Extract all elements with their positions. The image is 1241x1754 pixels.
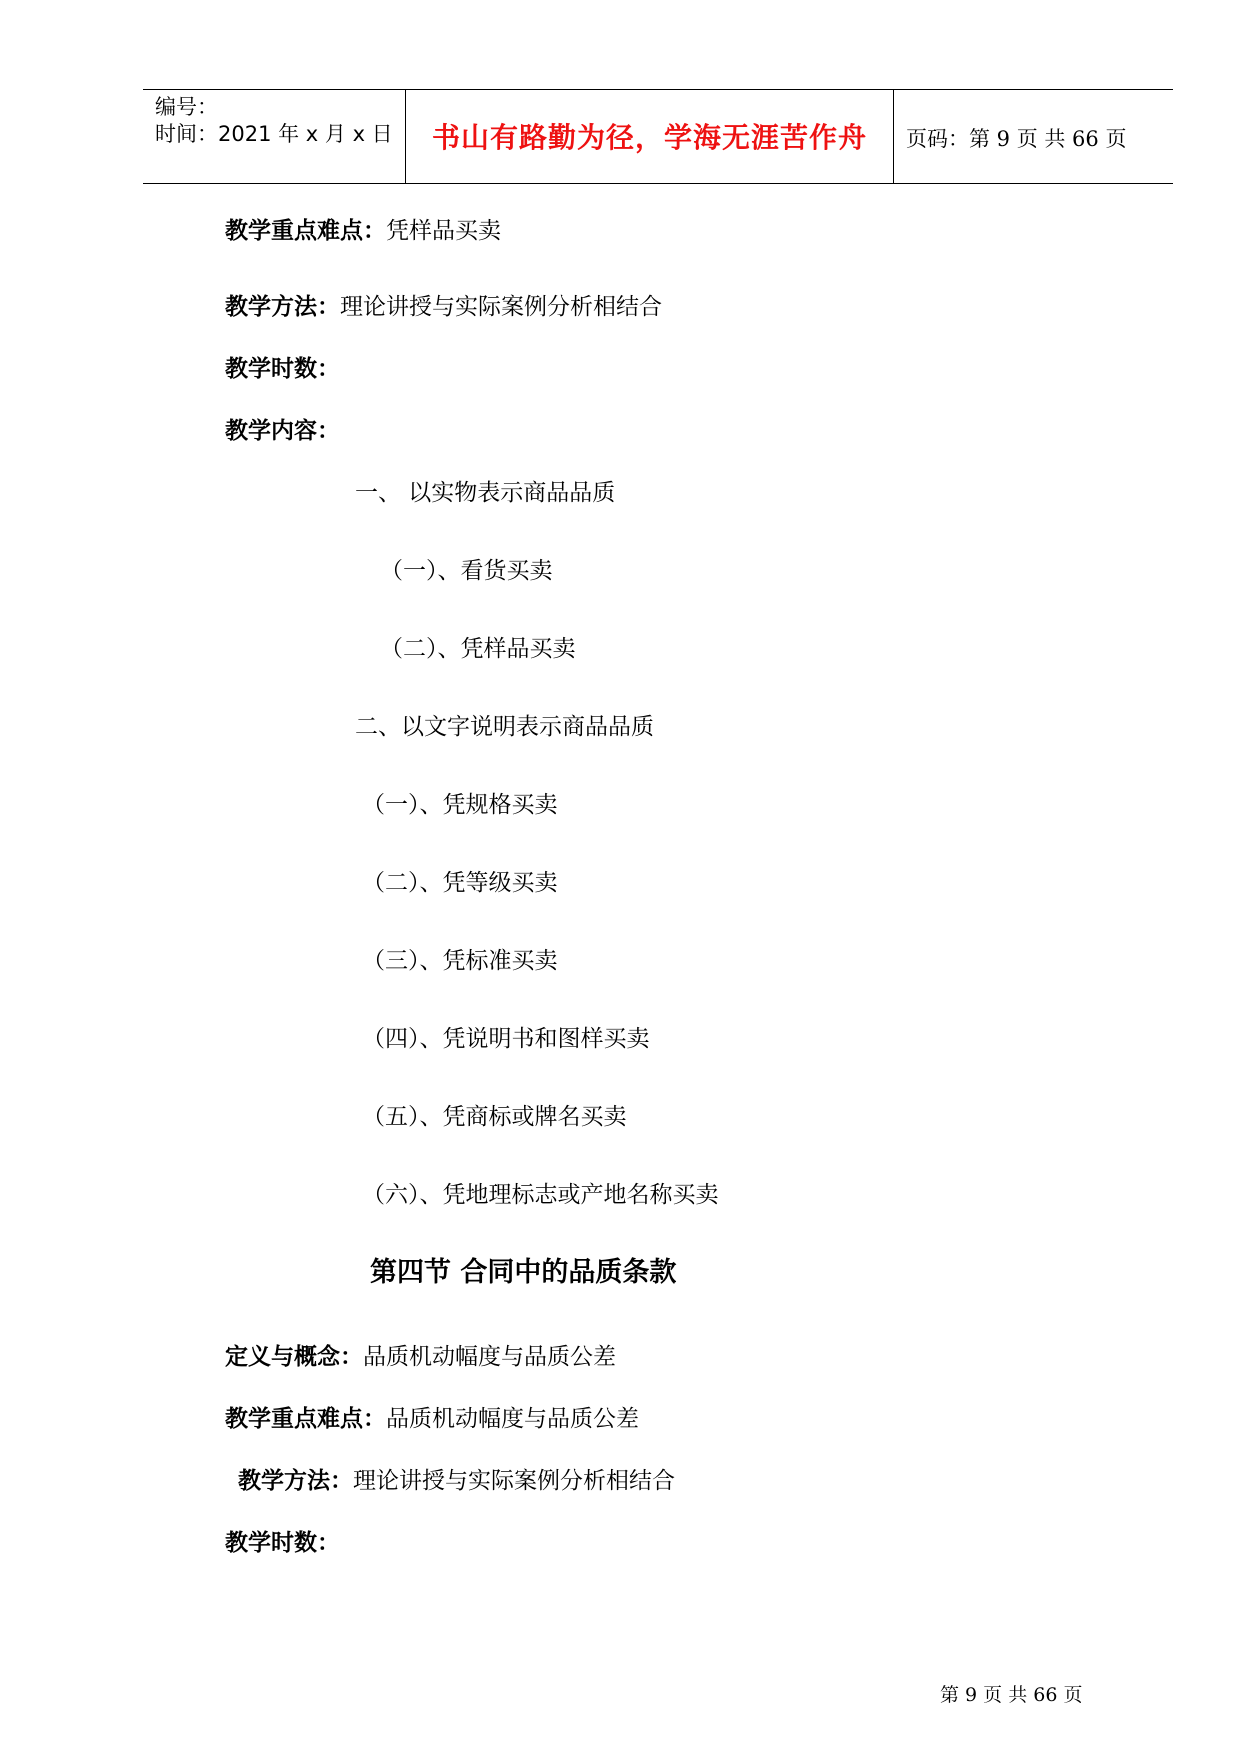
section-hours-label: 教学时数： — [225, 1530, 340, 1556]
section-method-line — [238, 1462, 675, 1495]
section-focus-line — [225, 1400, 639, 1433]
header-motto: 书山有路勤为径，学海无涯苦作舟 — [431, 121, 867, 154]
teaching-focus-label: 教学重点难点： — [225, 218, 386, 244]
outline-item: 一、 以实物表示商品品质 — [355, 480, 616, 506]
outline-item: （二）、凭样品买卖 — [380, 636, 576, 662]
header-motto-cell — [405, 90, 894, 183]
teaching-content-label: 教学内容： — [225, 418, 340, 444]
definition-line — [225, 1338, 616, 1371]
outline-item: （二）、凭等级买卖 — [362, 870, 558, 896]
teaching-hours-line — [225, 350, 340, 383]
teaching-focus-value: 凭样品买卖 — [386, 218, 501, 244]
teaching-method-value: 理论讲授与实际案例分析相结合 — [340, 294, 662, 320]
outline-item: （六）、凭地理标志或产地名称买卖 — [362, 1182, 719, 1208]
section-focus-label: 教学重点难点： — [225, 1406, 386, 1432]
teaching-content-line — [225, 412, 340, 445]
teaching-hours-label: 教学时数： — [225, 356, 340, 382]
teaching-method-label: 教学方法： — [225, 294, 340, 320]
outline-item: 二、以文字说明表示商品品质 — [355, 714, 654, 740]
section-title: 第四节 合同中的品质条款 — [370, 1257, 677, 1288]
outline-item: （一）、凭规格买卖 — [362, 792, 558, 818]
page-footer: 第 9 页 共 66 页 — [940, 1684, 1083, 1706]
section-method-label: 教学方法： — [238, 1468, 353, 1494]
section-focus-value: 品质机动幅度与品质公差 — [386, 1406, 639, 1432]
outline-item: （五）、凭商标或牌名买卖 — [362, 1104, 627, 1130]
outline-item: （一）、看货买卖 — [380, 558, 553, 584]
page-header — [143, 89, 1173, 184]
outline-item: （四）、凭说明书和图样买卖 — [362, 1026, 650, 1052]
section-hours-line — [225, 1524, 340, 1557]
teaching-focus-line — [225, 212, 501, 245]
header-page-info: 页码：第 9 页 共 66 页 — [906, 127, 1127, 151]
document-time-label: 时间：2021 年 x 月 x 日 — [155, 122, 393, 146]
teaching-method-line — [225, 288, 662, 321]
definition-label: 定义与概念： — [225, 1344, 363, 1370]
header-page-cell — [894, 90, 1173, 183]
document-number-label: 编号： — [155, 95, 218, 119]
definition-value: 品质机动幅度与品质公差 — [363, 1344, 616, 1370]
outline-item: （三）、凭标准买卖 — [362, 948, 558, 974]
header-meta — [143, 90, 405, 183]
section-method-value: 理论讲授与实际案例分析相结合 — [353, 1468, 675, 1494]
